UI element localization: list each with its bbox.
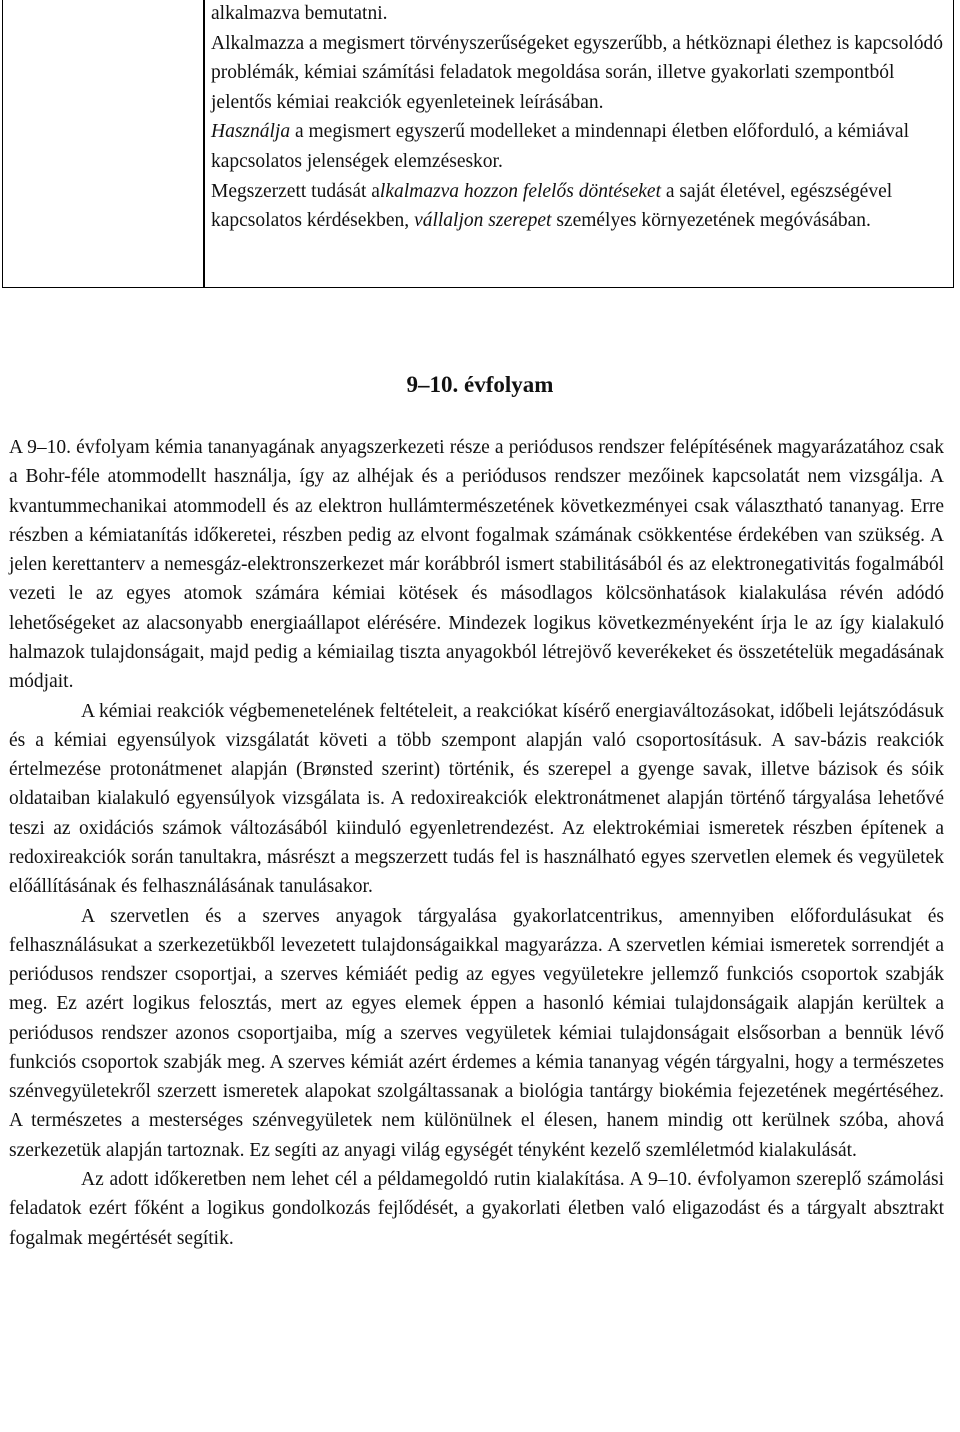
cell-paragraph-use: Használja a megismert egyszerű modelleket a mindennapi életben előforduló, a kémiával kapcsolatos jelenségek elemzéseskor. [211, 121, 910, 172]
section-heading: 9–10. évfolyam [406, 372, 554, 397]
body-paragraph-4: Az adott időkeretben nem lehet cél a példamegoldó rutin kialakítása. A 9–10. évfolyamon szereplő számolási feladatok ezért főként a logikus gondolkozás fejlődését, a gyakorlati életben való eligazodást és a tárgyalt absztrakt fogalmak megértését segítik. [9, 1169, 944, 1249]
body-paragraph-3: A szervetlen és a szerves anyagok tárgyalása gyakorlatcentrikus, amennyiben előfordulásukat és felhasználásukat a szerkezetükből levezetett tulajdonságaikkal magyarázza. A szervetlen kémiai ismeretek sorrendjét a periódusos rendszer csoportjai, a szerves kémiáét pedig az egyes vegyületekre jellemző funkciós csoportok szabják meg. Ez azért logikus felosztás, mert az egyes elemek éppen a hasonló kémiai tulajdonságaik alapján kerültek a periódusos rendszer azonos csoportjaiba, míg a szerves vegyületek kémiai tulajdonságait elsősorban a bennük lévő funkciós csoportok szabják meg. A szerves kémiát azért érdemes a kémia tananyag végén tárgyalni, hogy a természetes szénvegyületekről szerzett ismeretek alapokat szolgáltassanak a biológia tantárgy biokémia fejezetének megértéséhez. A természetes a mesterséges szénvegyületek nem különülnek el élesen, hanem mindig ott kerülnek szóba, ahová szerkezetük alapján tartoznak. Ez segíti az anyagi világ egységét tényként kezelő szemléletmód kialakulását. [9, 905, 944, 1161]
table-column-divider [203, 0, 205, 287]
cell-line-1: alkalmazva bemutatni. [211, 3, 388, 24]
body-paragraph-2: A kémiai reakciók végbemenetelének feltételeit, a reakciókat kísérő energiaváltozásokat, időbeli lejátszódásuk és a kémiai egyensúlyok vizsgálatát követi a több szempont alapján való csoportosításuk. A sav-bázis reakciók értelmezése protonátmenet alapján (Brønsted szerint) történik, és szerepel a gyenge savak, illetve bázisok és sóik oldataiban kialakuló egyensúlyok vizsgálata is. A redoxireakciók elektronátmenet alapján történő tárgyalása lehetővé teszi az oxidációs számok változásából kiinduló egyenletrendezést. Az elektrokémiai ismeretek részben építenek a redoxireakciók során tanultakra, másrészt a megszerzett tudás fel is használható egyes szervetlen elemek és vegyületek előállításának és felhasználásának tanulásakor. [9, 700, 944, 898]
italic-emphasis: vállaljon szerepet [414, 210, 552, 232]
italic-emphasis: Használja [211, 121, 291, 143]
italic-emphasis: lkalmazva hozzon felelős döntéseket [379, 180, 661, 202]
requirements-table-fragment [2, 0, 954, 288]
cell-paragraph-knowledge: Megszerzett tudását alkalmazva hozzon felelős döntéseket a saját életével, egészségével kapcsolatos kérdésekben, vállaljon szerepet személyes környezetének megóvásában. [211, 180, 893, 232]
table-cell-content [211, 0, 947, 236]
cell-paragraph-apply: Alkalmazza a megismert törvényszerűségeket egyszerűbb, a hétköznapi élethez is kapcsolódó problémák, kémiai számítási feladatok megoldása során, illetve gyakorlati szempontból jelentős kémiai reakciók egyenleteinek leírásában. [211, 32, 944, 113]
body-text [9, 433, 944, 1253]
body-paragraph-1: A 9–10. évfolyam kémia tananyagának anyagszerkezeti része a periódusos rendszer felépítésének magyarázatához csak a Bohr-féle atommodellt használja, így az alhéjak és a periódusos rendszer mezőinek kapcsolatát nem vizsgálja. A kvantummechanikai atommodell és az elektron hullámtermészetének következményei csak választható tananyag. Erre részben a kémiatanítás időkeretei, részben pedig az elvont fogalmak számának csökkentése érdekében van szükség. A jelen kerettanterv a nemesgáz-elektronszerkezet már korábbról ismert stabilitásából és az elektronegativitás fogalmából vezeti le az egyes atomok számára kémiai kötések és másodlagos kölcsönhatások kialakulása révén adódó lehetőségeket az alacsonyabb energiaállapot elérésére. Mindezek logikus következményeként írja le az így kialakuló halmazok tulajdonságait, majd pedig a kémiailag tiszta anyagokból létrejövő keverékeket és összetételük megadásának módjait. [9, 437, 944, 693]
